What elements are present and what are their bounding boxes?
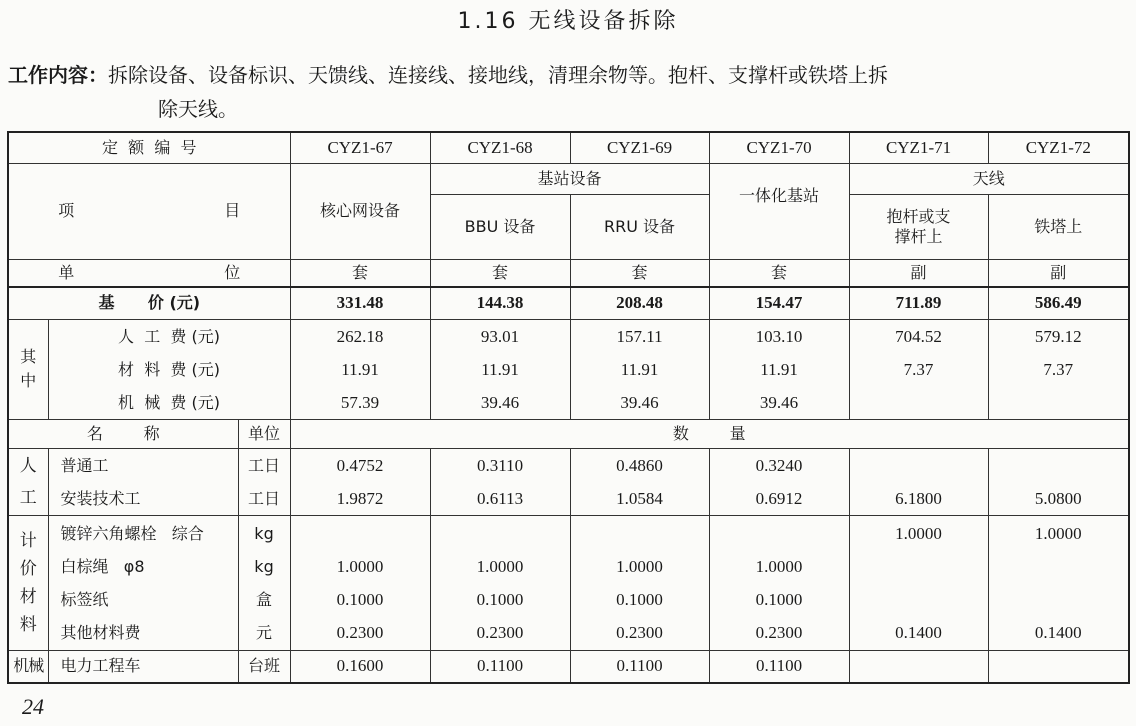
- base-price-label: 基 价 (元): [8, 287, 290, 319]
- item-name: 核心网设备: [290, 163, 430, 259]
- quantity-value: [849, 650, 988, 683]
- unit-value: 副: [849, 259, 988, 287]
- resource-names: 普通工 安装技术工: [48, 448, 238, 515]
- quantity-values: 0.4752 1.9872: [290, 448, 430, 515]
- cost-values: 579.12 7.37: [988, 319, 1129, 419]
- resource-units: 工日 工日: [238, 448, 290, 515]
- cost-values: 93.01 11.91 39.46: [430, 319, 570, 419]
- quantity-value: 0.1100: [430, 650, 570, 683]
- quantity-values: 1.0000 0.1400: [849, 515, 988, 650]
- quantity-value: 0.1100: [709, 650, 849, 683]
- unit-row: [8, 259, 1129, 287]
- quantity-values: 1.0000 0.1000 0.2300: [570, 515, 709, 650]
- quota-code-row: [8, 132, 1129, 163]
- labor-cost-label: 人 工 费 (元): [118, 326, 220, 346]
- resource-group-materials: [8, 515, 1129, 650]
- work-content: [8, 58, 1133, 126]
- resource-unit: 台班: [238, 650, 290, 683]
- resource-name: 电力工程车: [48, 650, 238, 683]
- resource-units: kg kg 盒 元: [238, 515, 290, 650]
- group-category: 计价材料: [8, 515, 48, 650]
- quantity-value: 0.1100: [570, 650, 709, 683]
- cost-labels: [48, 319, 290, 419]
- group-base-station: 基站设备: [430, 163, 709, 194]
- unit-value: 套: [430, 259, 570, 287]
- quota-table: [7, 131, 1130, 684]
- item-name: BBU 设备: [430, 194, 570, 259]
- quantity-value: 0.1600: [290, 650, 430, 683]
- item-group-row: [8, 163, 1129, 194]
- base-price: 208.48: [570, 287, 709, 319]
- cost-values: 103.10 11.91 39.46: [709, 319, 849, 419]
- item-name: 铁塔上: [988, 194, 1129, 259]
- name-label: 名 称: [8, 419, 238, 448]
- group-category: 人工: [8, 448, 48, 515]
- quantity-values: 1.0000 0.1000 0.2300: [430, 515, 570, 650]
- page-number: 24: [22, 694, 44, 719]
- unit-label: 单 位: [8, 259, 290, 287]
- quantity-values: 6.1800: [849, 448, 988, 515]
- base-price: 331.48: [290, 287, 430, 319]
- work-content-line1: 拆除设备、设备标识、天馈线、连接线、接地线，清理余物等。抱杆、支撑杆或铁塔上拆: [108, 63, 888, 87]
- quota-code-label: 定 额 编 号: [8, 132, 290, 163]
- resource-group-machinery: [8, 650, 1129, 683]
- cost-values: 157.11 11.91 39.46: [570, 319, 709, 419]
- section-title: 1.16 无线设备拆除: [457, 9, 679, 34]
- quantity-values: 0.3110 0.6113: [430, 448, 570, 515]
- quantity-values: 1.0000 0.1000 0.2300: [709, 515, 849, 650]
- base-price: 711.89: [849, 287, 988, 319]
- quota-code: CYZ1-70: [709, 132, 849, 163]
- resource-names: 镀锌六角螺栓 综合 白棕绳 φ8 标签纸 其他材料费: [48, 515, 238, 650]
- material-cost-label: 材 料 费 (元): [118, 359, 220, 379]
- base-price: 144.38: [430, 287, 570, 319]
- cost-values: 262.18 11.91 57.39: [290, 319, 430, 419]
- item-name: 抱杆或支撑杆上: [849, 194, 988, 259]
- quantity-values: 0.3240 0.6912: [709, 448, 849, 515]
- cost-breakdown-row: [8, 319, 1129, 419]
- unit-value: 套: [570, 259, 709, 287]
- quantity-value: [988, 650, 1129, 683]
- unit-value: 副: [988, 259, 1129, 287]
- quota-code: CYZ1-71: [849, 132, 988, 163]
- resource-header-row: [8, 419, 1129, 448]
- quota-code: CYZ1-72: [988, 132, 1129, 163]
- group-category: 机械: [8, 650, 48, 683]
- unit-value: 套: [290, 259, 430, 287]
- quota-code: CYZ1-68: [430, 132, 570, 163]
- work-content-label: 工作内容：: [8, 63, 108, 87]
- work-content-line2: 除天线。: [158, 97, 238, 121]
- quantity-values: 5.0800: [988, 448, 1129, 515]
- quantity-values: 1.0000 0.1400: [988, 515, 1129, 650]
- cost-values: 704.52 7.37: [849, 319, 988, 419]
- quota-code: CYZ1-69: [570, 132, 709, 163]
- item-name: RRU 设备: [570, 194, 709, 259]
- quantity-values: 0.4860 1.0584: [570, 448, 709, 515]
- item-name: 一体化基站: [709, 163, 849, 259]
- unit-col-label: 单位: [238, 419, 290, 448]
- unit-value: 套: [709, 259, 849, 287]
- group-antenna: 天线: [849, 163, 1129, 194]
- base-price: 586.49: [988, 287, 1129, 319]
- machine-cost-label: 机 械 费 (元): [118, 392, 220, 412]
- base-price-row: [8, 287, 1129, 319]
- of-which-label: 其中: [8, 319, 48, 419]
- base-price: 154.47: [709, 287, 849, 319]
- item-label: 项 目: [8, 163, 290, 259]
- quota-code: CYZ1-67: [290, 132, 430, 163]
- resource-group-labor: [8, 448, 1129, 515]
- quantity-label: 数 量: [290, 419, 1129, 448]
- quantity-values: 1.0000 0.1000 0.2300: [290, 515, 430, 650]
